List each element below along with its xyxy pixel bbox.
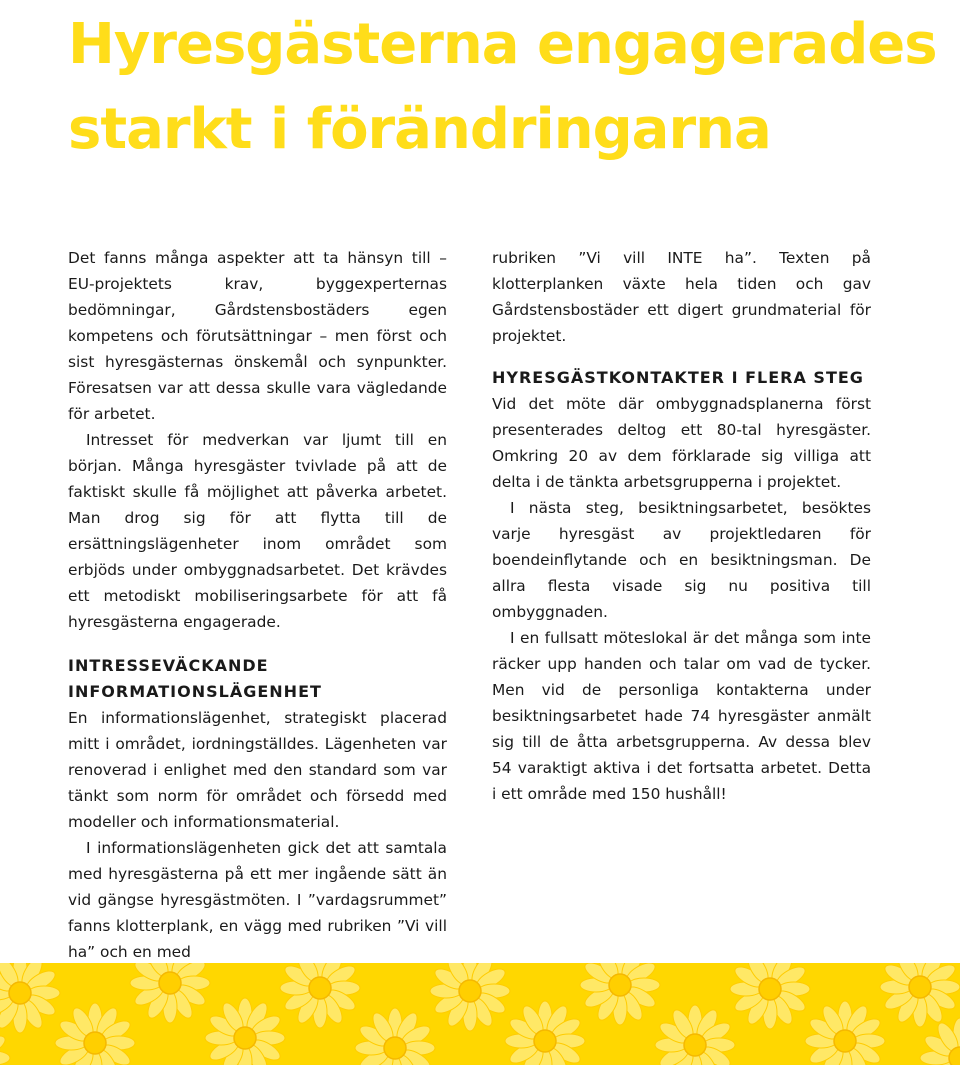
paragraph: Vid det möte där ombyggnadsplanerna först presenterades deltog ett 80-tal hyresgäster. Omkring 20 av dem förklarade sig villiga att delta i de tänkta arbetsgrupperna i projektet. [492,395,871,491]
paragraph: Intresset för medverkan var ljumt till en början. Många hyresgäster tvivlade på att de faktiskt skulle få möjlighet att påverka arbetet. Man drog sig för att flytta till de ersättningslägenheter inom området som erbjöds under ombyggnadsarbetet. Det krävdes ett metodiskt mobiliseringsarbete för att få hyresgästerna engagerade. [68,431,447,631]
paragraph: I nästa steg, besiktningsarbetet, besöktes varje hyresgäst av projektledaren för boendeinflytande och en besiktningsman. De allra flesta visade sig nu positiva till ombyggnaden. [492,499,871,621]
paragraph: Det fanns många aspekter att ta hänsyn till – EU-projektets krav, byggexperternas bedömningar, Gårdstensbostäders egen kompetens och förutsättningar – men först och sist hyresgästernas önskemål och synpunkter. Föresatsen var att dessa skulle vara vägledande för arbetet. [68,249,447,423]
section-heading: INTRESSEVÄCKANDE INFORMATIONSLÄGENHET [68,656,322,701]
paragraph: rubriken ”Vi vill INTE ha”. Texten på klotterplanken växte hela tiden och gav Gårdstensbostäder ett digert grundmaterial för projektet. [492,249,871,345]
paragraph: I en fullsatt möteslokal är det många som inte räcker upp handen och talar om vad de tycker. Men vid de personliga kontakterna under besiktningsarbetet hade 74 hyresgäster anmält sig till de åtta arbetsgrupperna. Av dessa blev 54 varaktigt aktiva i det fortsatta arbetet. Detta i ett område med 150 hushåll! [492,629,871,803]
paragraph: En informationslägenhet, strategiskt placerad mitt i området, iordningställdes. Lägenheten var renoverad i enlighet med den standard som var tänkt som norm för området och försedd med modeller och informationsmaterial. [68,709,447,831]
left-column [68,245,447,965]
right-column [492,245,871,807]
flower-pattern-icon [0,963,960,1065]
paragraph: I informationslägenheten gick det att samtala med hyresgästerna på ett mer ingående sätt än vid gängse hyresgästmöten. I ”vardagsrummet” fanns klotterplank, en vägg med rubriken ”Vi vill ha” och en med [68,839,447,961]
section-heading: HYRESGÄSTKONTAKTER I FLERA STEG [492,368,864,387]
sunflower-pattern-band [0,963,960,1065]
page-title: Hyresgästerna engagerades starkt i förändringarna [68,12,937,162]
